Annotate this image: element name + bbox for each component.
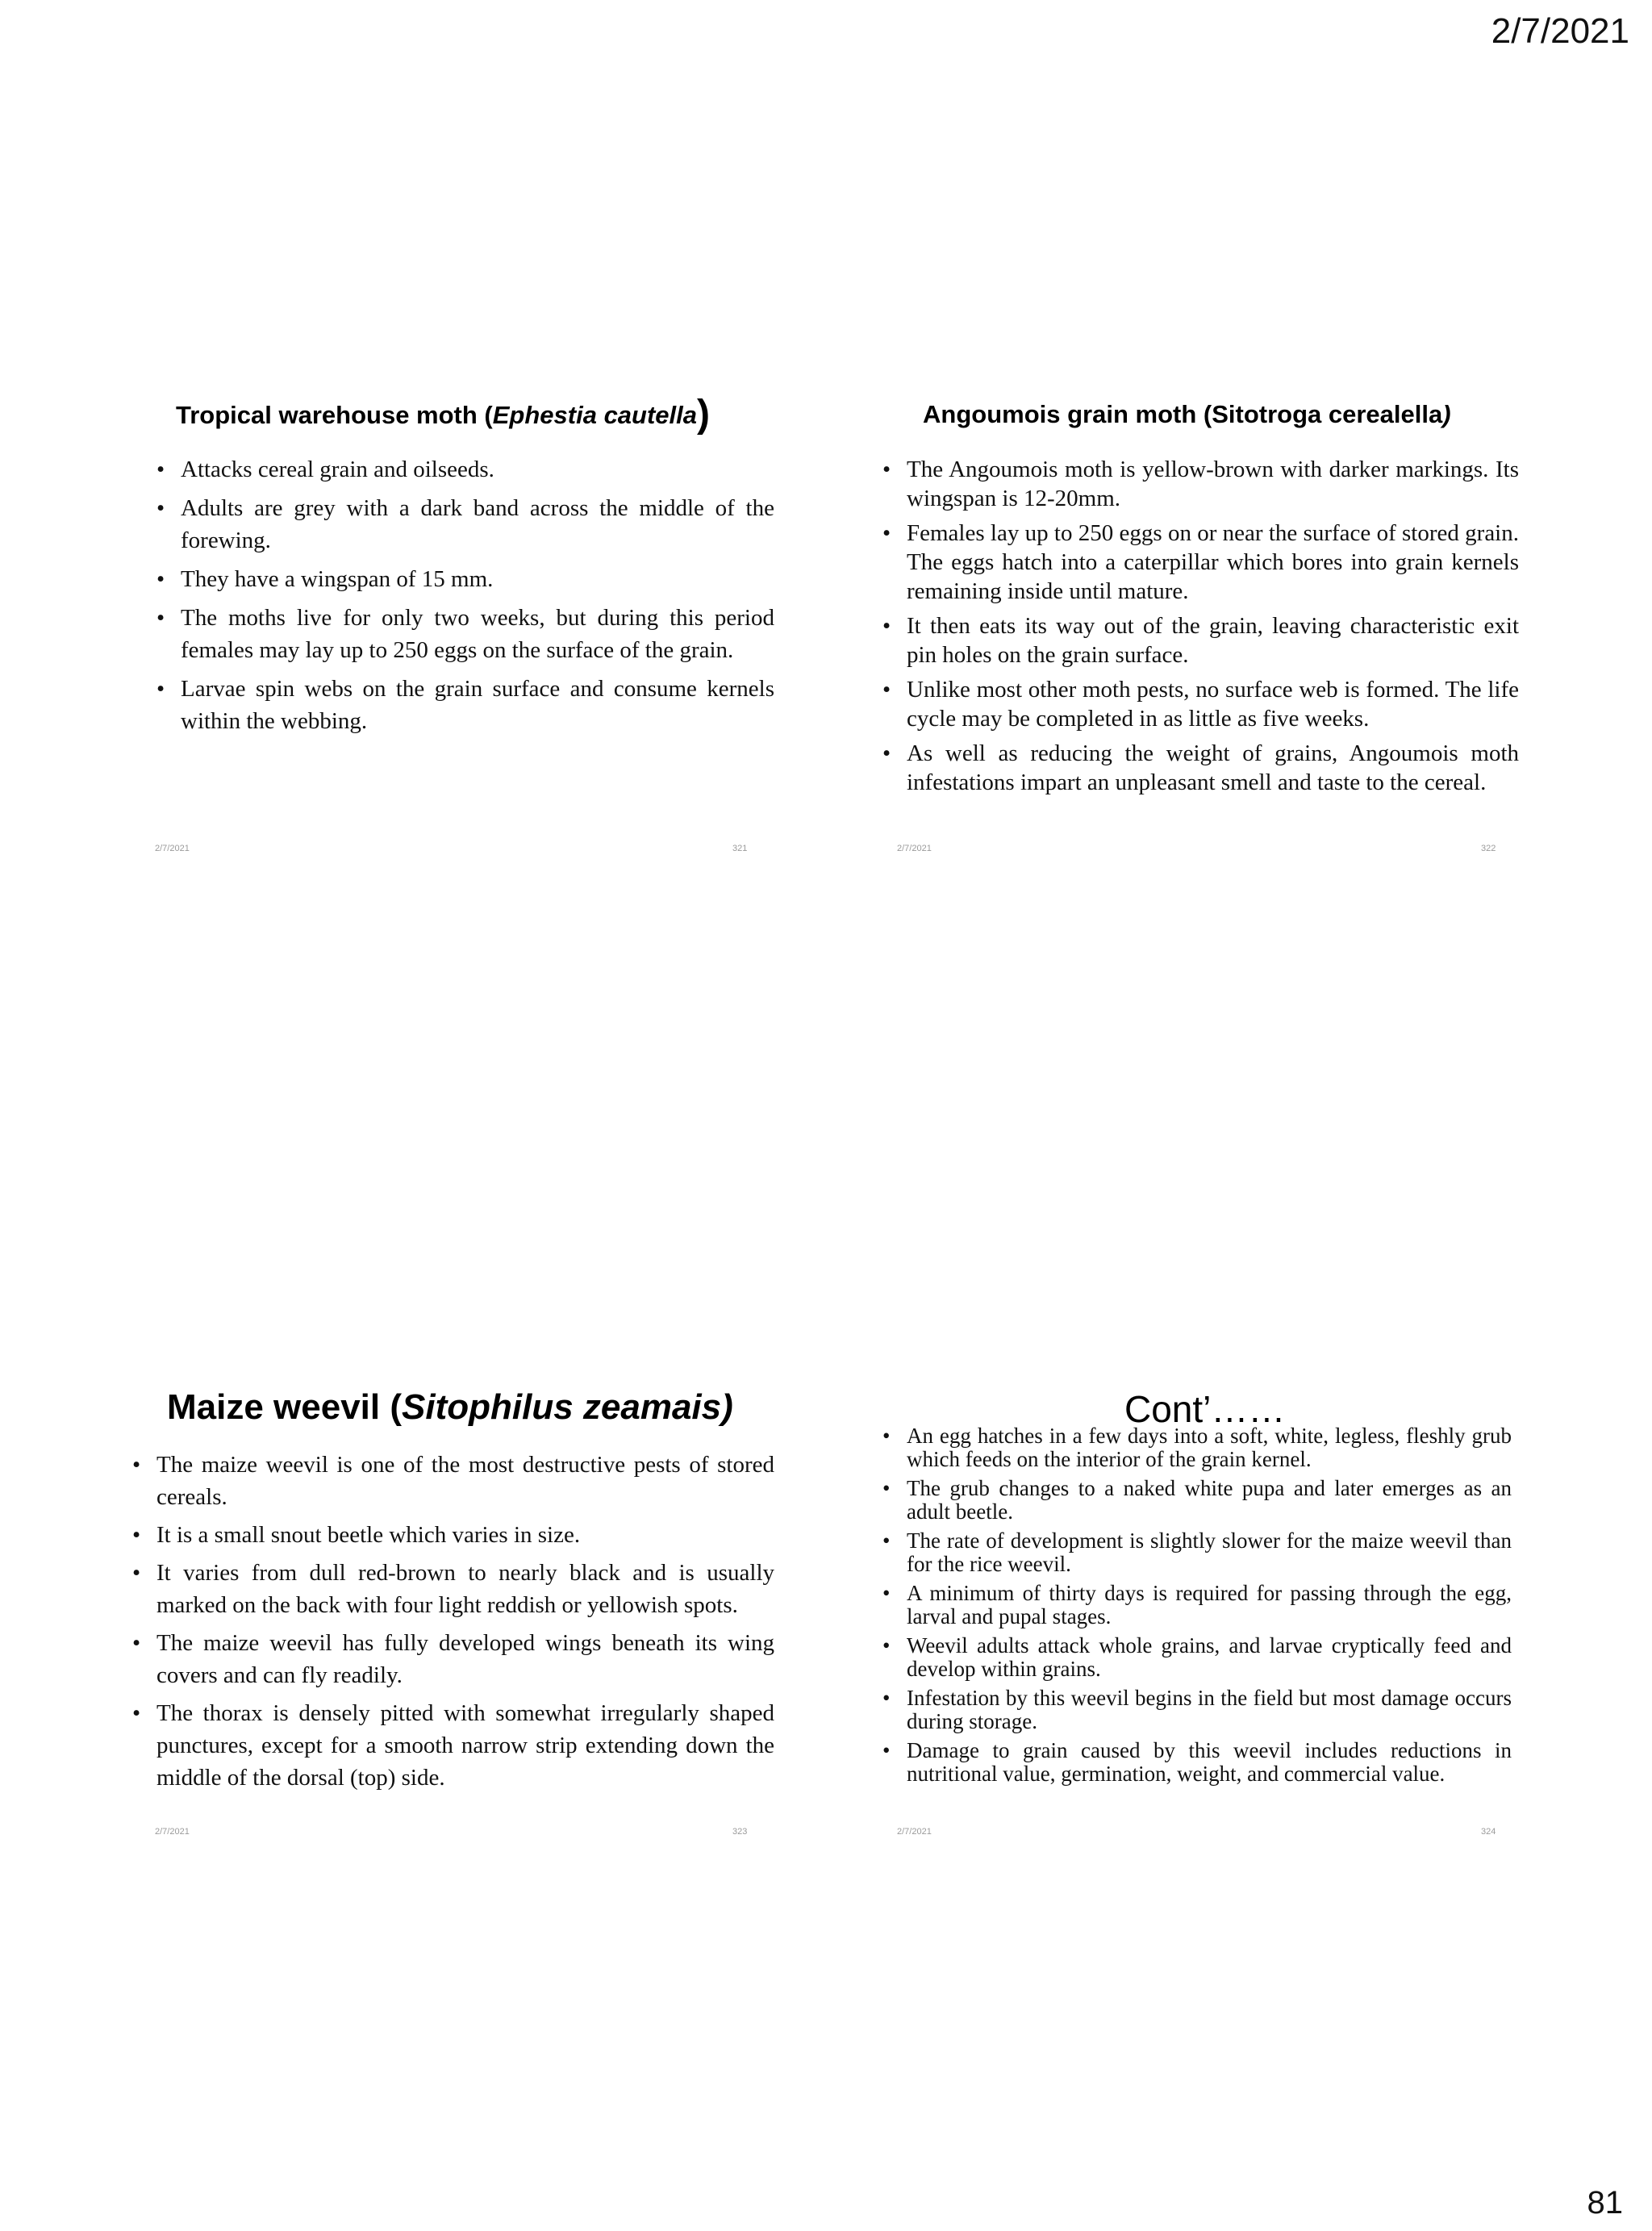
bullet-item: • Damage to grain caused by this weevil includes reductions in nutritional value, germination, weight, and commercial value. (879, 1739, 1512, 1786)
slide-322 (871, 355, 1613, 1049)
slide-footer-date: 2/7/2021 (897, 844, 932, 853)
slide-footer-date: 2/7/2021 (155, 844, 190, 853)
bullet-item: • The grub changes to a naked white pupa and later emerges as an adult beetle. (879, 1477, 1512, 1524)
bullet-item: • The maize weevil has fully developed wings beneath its wing covers and can fly readily. (129, 1627, 774, 1691)
slide-324 (871, 1323, 1613, 2016)
slide-title: Cont’…… (1124, 1388, 1286, 1430)
slide-footer-date: 2/7/2021 (897, 1827, 932, 1837)
bullet-item: • An egg hatches in a few days into a soft, white, legless, fleshly grub which feeds on the interior of the grain kernel. (879, 1424, 1512, 1471)
bullet-list (129, 1449, 774, 1799)
title-species: Sitophilus zeamais) (402, 1387, 733, 1427)
bullet-item: • Infestation by this weevil begins in the field but most damage occurs during storage. (879, 1687, 1512, 1733)
bullet-item: • A minimum of thirty days is required for passing through the egg, larval and pupal stages. (879, 1582, 1512, 1628)
bullet-item: • It then eats its way out of the grain, leaving characteristic exit pin holes on the grain surface. (879, 611, 1519, 669)
title-species: Ephestia cautella (492, 401, 698, 429)
bullet-item: • The maize weevil is one of the most destructive pests of stored cereals. (129, 1449, 774, 1513)
bullet-list (153, 453, 774, 744)
slide-footer-number: 323 (732, 1827, 748, 1837)
bullet-item: • Larvae spin webs on the grain surface and consume kernels within the webbing. (153, 673, 774, 737)
slide-title (167, 1387, 733, 1428)
bullet-list (879, 1424, 1512, 1791)
title-species: Sitotroga cerealella (1212, 400, 1443, 428)
bullet-item: • It varies from dull red-brown to nearly black and is usually marked on the back with four light reddish or yellowish spots. (129, 1557, 774, 1621)
bullet-item: • As well as reducing the weight of grains, Angoumois moth infestations impart an unpleasant smell and taste to the cereal. (879, 739, 1519, 797)
slide-title (923, 400, 1451, 429)
page-date: 2/7/2021 (1491, 11, 1629, 51)
bullet-item: • The rate of development is slightly slower for the maize weevil than for the rice weevil. (879, 1529, 1512, 1576)
bullet-item: • Unlike most other moth pests, no surface web is formed. The life cycle may be completed in as little as five weeks. (879, 675, 1519, 733)
slide-footer-number: 321 (732, 844, 748, 853)
title-prefix: Angoumois grain moth ( (923, 400, 1212, 428)
bullet-item: • The Angoumois moth is yellow-brown with darker markings. Its wingspan is 12-20mm. (879, 455, 1519, 513)
bullet-item: • Females lay up to 250 eggs on or near the surface of stored grain. The eggs hatch into a caterpillar which bores into grain kernels remaining inside until mature. (879, 519, 1519, 606)
title-suffix: ) (697, 393, 711, 436)
page-number: 81 (1587, 2185, 1623, 2221)
slide-footer-number: 322 (1481, 844, 1496, 853)
bullet-item: • Adults are grey with a dark band across the middle of the forewing. (153, 492, 774, 557)
slide-321 (129, 355, 871, 1049)
title-prefix: Maize weevil ( (167, 1387, 403, 1427)
title-prefix: Tropical warehouse moth ( (176, 401, 493, 429)
bullet-list (879, 455, 1519, 803)
slide-323 (129, 1323, 871, 2016)
slide-title (176, 392, 710, 436)
bullet-item: • The moths live for only two weeks, but during this period females may lay up to 250 eggs on the surface of the grain. (153, 602, 774, 666)
bullet-item: • The thorax is densely pitted with somewhat irregularly shaped punctures, except for a smooth narrow strip extending down the middle of the dorsal (top) side. (129, 1697, 774, 1794)
bullet-item: • They have a wingspan of 15 mm. (153, 563, 774, 595)
title-suffix: ) (1442, 400, 1451, 428)
slide-footer-date: 2/7/2021 (155, 1827, 190, 1837)
bullet-item: • Weevil adults attack whole grains, and larvae cryptically feed and develop within grains. (879, 1634, 1512, 1681)
bullet-item: • Attacks cereal grain and oilseeds. (153, 453, 774, 486)
slide-footer-number: 324 (1481, 1827, 1496, 1837)
bullet-item: • It is a small snout beetle which varies in size. (129, 1519, 774, 1551)
